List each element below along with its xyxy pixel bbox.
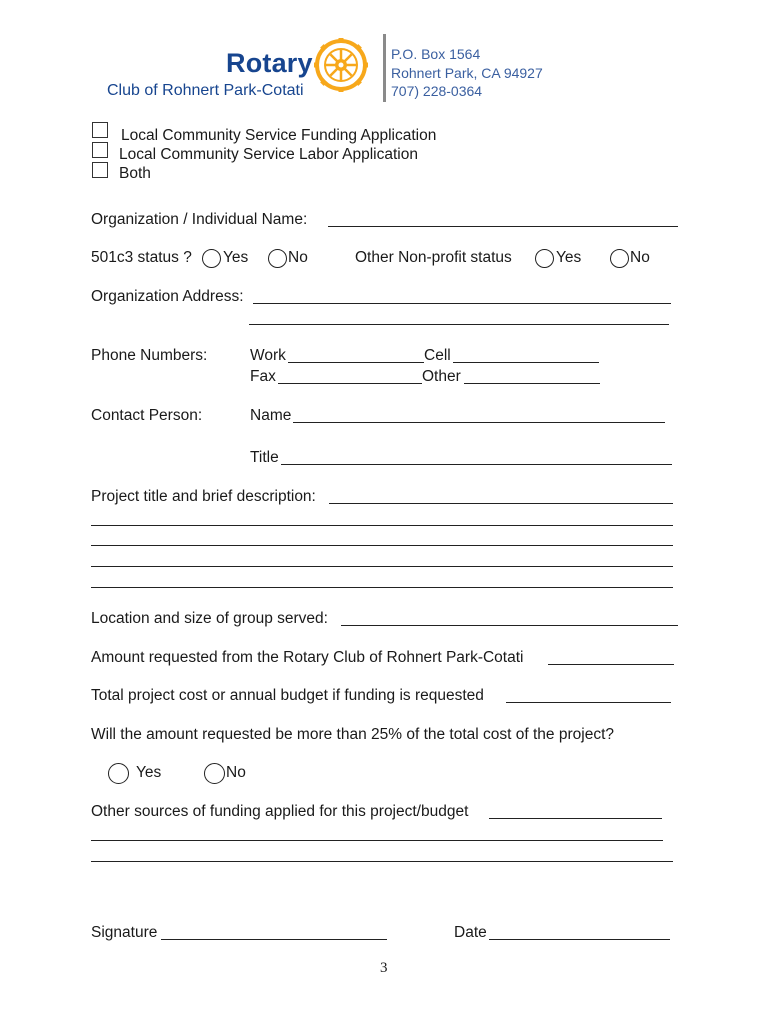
other-phone-label: Other [422, 368, 461, 385]
org-address-field-1[interactable] [253, 303, 671, 304]
both-label: Both [119, 165, 151, 182]
club-name: Club of Rohnert Park-Cotati [107, 82, 304, 99]
other-phone-field[interactable] [464, 383, 600, 384]
signature-field[interactable] [161, 939, 387, 940]
work-phone-label: Work [250, 347, 286, 364]
rotary-wordmark: Rotary [226, 48, 313, 78]
status-501c3-label: 501c3 status ? [91, 249, 192, 266]
project-description-field-1[interactable] [329, 503, 673, 504]
other-nonprofit-no-label: No [630, 249, 650, 266]
other-sources-field-1[interactable] [489, 818, 662, 819]
other-sources-field-3[interactable] [91, 861, 673, 862]
address-po-box: P.O. Box 1564 [391, 46, 481, 62]
contact-name-label: Name [250, 407, 292, 424]
header-divider [383, 34, 386, 102]
project-description-field-3[interactable] [91, 545, 673, 546]
project-description-field-2[interactable] [91, 525, 673, 526]
amount-requested-label: Amount requested from the Rotary Club of Rohnert Park-Cotati [91, 649, 524, 666]
amount-requested-field[interactable] [548, 664, 674, 665]
other-nonprofit-yes-label: Yes [556, 249, 582, 266]
address-city: Rohnert Park, CA 94927 [391, 65, 543, 81]
status-501c3-no-radio[interactable] [268, 249, 287, 268]
funding-application-label: Local Community Service Funding Application [121, 127, 437, 144]
other-sources-field-2[interactable] [91, 840, 663, 841]
over-25-yes-label: Yes [136, 764, 162, 781]
over-25-question: Will the amount requested be more than 25% of the total cost of the project? [91, 726, 614, 743]
org-address-label: Organization Address: [91, 288, 244, 305]
project-description-field-4[interactable] [91, 566, 673, 567]
org-name-label: Organization / Individual Name: [91, 211, 308, 228]
work-phone-field[interactable] [288, 362, 424, 363]
labor-application-checkbox[interactable] [92, 142, 108, 158]
total-cost-label: Total project cost or annual budget if funding is requested [91, 687, 484, 704]
org-name-field[interactable] [328, 226, 678, 227]
labor-application-label: Local Community Service Labor Application [119, 146, 418, 163]
date-field[interactable] [489, 939, 670, 940]
fax-field[interactable] [278, 383, 422, 384]
address-phone: 707) 228-0364 [391, 83, 483, 99]
contact-title-label: Title [250, 449, 279, 466]
cell-phone-label: Cell [424, 347, 451, 364]
funding-application-checkbox[interactable] [92, 122, 108, 138]
over-25-yes-radio[interactable] [108, 763, 129, 784]
other-nonprofit-no-radio[interactable] [610, 249, 629, 268]
fax-label: Fax [250, 368, 276, 385]
date-label: Date [454, 924, 487, 941]
other-sources-label: Other sources of funding applied for this project/budget [91, 803, 469, 820]
status-501c3-yes-label: Yes [223, 249, 249, 266]
over-25-no-radio[interactable] [204, 763, 225, 784]
phone-numbers-label: Phone Numbers: [91, 347, 208, 364]
contact-person-label: Contact Person: [91, 407, 203, 424]
location-size-label: Location and size of group served: [91, 610, 328, 627]
project-title-label: Project title and brief description: [91, 488, 316, 505]
status-501c3-yes-radio[interactable] [202, 249, 221, 268]
location-size-field[interactable] [341, 625, 678, 626]
contact-title-field[interactable] [281, 464, 672, 465]
page-number: 3 [380, 960, 388, 976]
status-501c3-no-label: No [288, 249, 308, 266]
cell-phone-field[interactable] [453, 362, 599, 363]
signature-label: Signature [91, 924, 158, 941]
other-nonprofit-yes-radio[interactable] [535, 249, 554, 268]
both-checkbox[interactable] [92, 162, 108, 178]
rotary-wheel-logo [313, 37, 369, 93]
over-25-no-label: No [226, 764, 246, 781]
total-cost-field[interactable] [506, 702, 671, 703]
project-description-field-5[interactable] [91, 587, 673, 588]
other-nonprofit-label: Other Non-profit status [355, 249, 512, 266]
org-address-field-2[interactable] [249, 324, 669, 325]
contact-name-field[interactable] [293, 422, 665, 423]
